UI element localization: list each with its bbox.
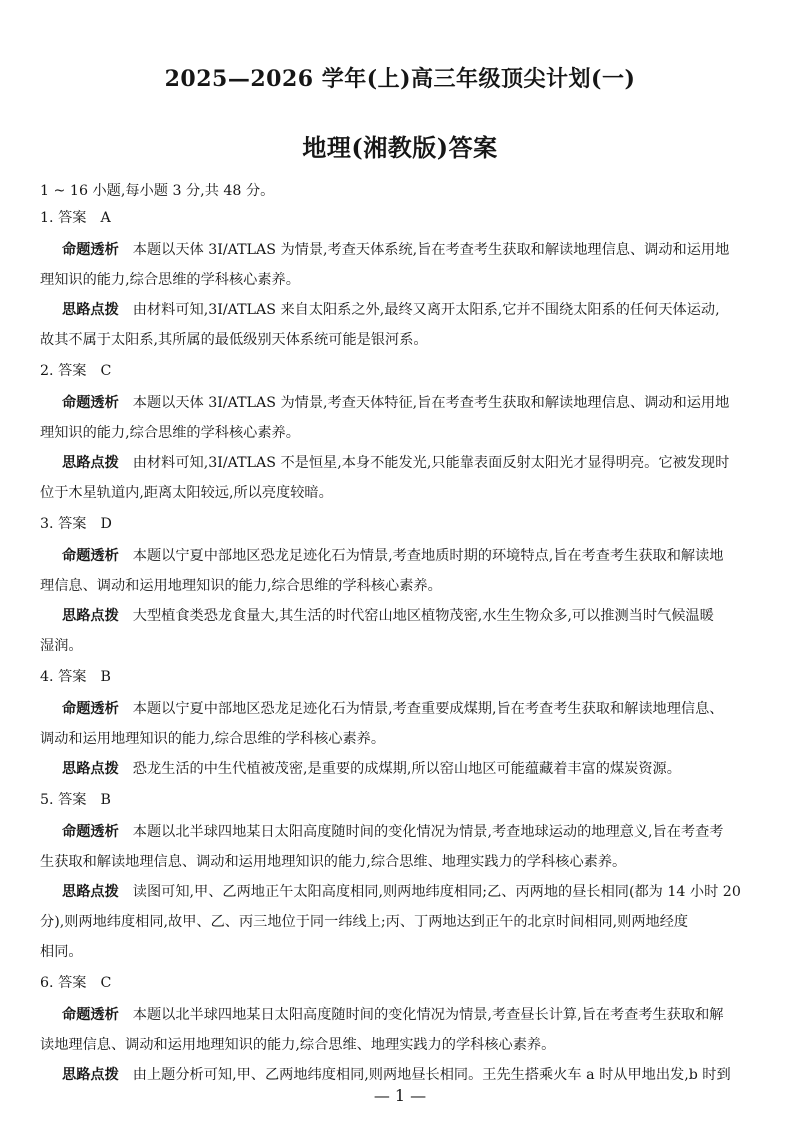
analysis-line: 调动和运用地理知识的能力,综合思维的学科核心素养。 bbox=[40, 731, 386, 747]
analysis-text: 本题以天体 3I/ATLAS 为情景,考查天体特征,旨在考查考生获取和解读地理信息、调动和运用地 bbox=[132, 395, 730, 411]
analysis-line bbox=[62, 699, 723, 719]
answer-value: B bbox=[100, 792, 111, 808]
analysis-line: 读地理信息、调动和运用地理知识的能力,综合思维、地理实践力的学科核心素养。 bbox=[40, 1037, 556, 1053]
page-number: — 1 — bbox=[373, 1086, 427, 1105]
guide-line: 故其不属于太阳系,其所属的最低级别天体系统可能是银河系。 bbox=[40, 332, 428, 348]
guide-line: 位于木星轨道内,距离太阳较远,所以亮度较暗。 bbox=[40, 485, 333, 501]
guide-line bbox=[62, 882, 741, 902]
analysis-label: 命题透析 bbox=[62, 548, 119, 564]
analysis-text: 本题以宁夏中部地区恐龙足迹化石为情景,考查地质时期的环境特点,旨在考查考生获取和解读地 bbox=[132, 548, 724, 564]
guide-text: 由材料可知,3I/ATLAS 不是恒星,本身不能发光,只能靠表面反射太阳光才显得明亮。它被发现时 bbox=[132, 455, 730, 471]
guide-text: 读图可知,甲、乙两地正午太阳高度相同,则两地纬度相同;乙、丙两地的昼长相同(都为 14 小时 20 bbox=[132, 884, 741, 900]
answer-label: 答案 bbox=[58, 363, 87, 379]
answer-value: C bbox=[100, 975, 112, 991]
analysis-text: 本题以宁夏中部地区恐龙足迹化石为情景,考查重要成煤期,旨在考查考生获取和解读地理信息、 bbox=[132, 701, 724, 717]
guide-line: 分),则两地纬度相同,故甲、乙、丙三地位于同一纬线上;丙、丁两地达到正午的北京时间相同,则两地经度 bbox=[40, 914, 689, 930]
guide-text: 大型植食类恐龙食量大,其生活的时代窑山地区植物茂密,水生生物众多,可以推测当时气候温暖 bbox=[132, 608, 714, 624]
question-header bbox=[40, 790, 111, 810]
answer-label: 答案 bbox=[58, 516, 87, 532]
analysis-text: 本题以北半球四地某日太阳高度随时间的变化情况为情景,考查昼长计算,旨在考查考生获取和解 bbox=[132, 1007, 724, 1023]
analysis-label: 命题透析 bbox=[62, 395, 119, 411]
page-title: 2025—2026 学年(上)高三年级顶尖计划(一) bbox=[164, 66, 636, 92]
guide-line bbox=[62, 300, 720, 320]
question-number: 6. bbox=[40, 975, 54, 991]
analysis-line bbox=[62, 822, 723, 842]
page-subtitle: 地理(湘教版)答案 bbox=[302, 133, 498, 162]
answer-label: 答案 bbox=[58, 669, 87, 685]
guide-line bbox=[62, 606, 714, 626]
question-header bbox=[40, 208, 111, 228]
answer-value: D bbox=[100, 516, 112, 532]
analysis-label: 命题透析 bbox=[62, 242, 119, 258]
guide-text: 由上题分析可知,甲、乙两地纬度相同,则两地昼长相同。王先生搭乘火车 a 时从甲地出发,b 时到 bbox=[132, 1067, 731, 1083]
analysis-text: 本题以天体 3I/ATLAS 为情景,考查天体系统,旨在考查考生获取和解读地理信息、调动和运用地 bbox=[132, 242, 730, 258]
guide-label: 思路点拨 bbox=[62, 1067, 119, 1083]
analysis-line bbox=[62, 393, 729, 413]
analysis-line bbox=[62, 546, 723, 566]
answer-label: 答案 bbox=[58, 792, 87, 808]
intro-text: 1 ~ 16 小题,每小题 3 分,共 48 分。 bbox=[40, 183, 275, 199]
guide-line bbox=[62, 453, 729, 473]
answer-label: 答案 bbox=[58, 975, 87, 991]
analysis-line bbox=[62, 240, 729, 260]
guide-line: 湿润。 bbox=[40, 638, 83, 654]
answer-label: 答案 bbox=[58, 210, 87, 226]
answer-value: B bbox=[100, 669, 111, 685]
guide-label: 思路点拨 bbox=[62, 884, 119, 900]
question-number: 5. bbox=[40, 792, 54, 808]
guide-label: 思路点拨 bbox=[62, 455, 119, 471]
guide-label: 思路点拨 bbox=[62, 608, 119, 624]
guide-line bbox=[62, 759, 681, 779]
question-header bbox=[40, 361, 111, 381]
analysis-line: 理知识的能力,综合思维的学科核心素养。 bbox=[40, 425, 300, 441]
analysis-line: 理信息、调动和运用地理知识的能力,综合思维的学科核心素养。 bbox=[40, 578, 442, 594]
guide-text: 由材料可知,3I/ATLAS 来自太阳系之外,最终又离开太阳系,它并不围绕太阳系的任何天体运动, bbox=[132, 302, 720, 318]
guide-label: 思路点拨 bbox=[62, 761, 119, 777]
guide-line bbox=[62, 1065, 731, 1085]
question-number: 4. bbox=[40, 669, 54, 685]
guide-text: 恐龙生活的中生代植被茂密,是重要的成煤期,所以窑山地区可能蕴藏着丰富的煤炭资源。 bbox=[132, 761, 681, 777]
analysis-text: 本题以北半球四地某日太阳高度随时间的变化情况为情景,考查地球运动的地理意义,旨在考查考 bbox=[132, 824, 724, 840]
analysis-line bbox=[62, 1005, 723, 1025]
guide-label: 思路点拨 bbox=[62, 302, 119, 318]
question-header bbox=[40, 667, 111, 687]
guide-line: 相同。 bbox=[40, 944, 83, 960]
analysis-line: 理知识的能力,综合思维的学科核心素养。 bbox=[40, 272, 300, 288]
question-number: 2. bbox=[40, 363, 54, 379]
question-number: 1. bbox=[40, 210, 54, 226]
question-header bbox=[40, 973, 111, 993]
question-number: 3. bbox=[40, 516, 54, 532]
answer-value: C bbox=[100, 363, 112, 379]
question-header bbox=[40, 514, 112, 534]
answer-value: A bbox=[100, 210, 111, 226]
analysis-label: 命题透析 bbox=[62, 1007, 119, 1023]
analysis-label: 命题透析 bbox=[62, 701, 119, 717]
analysis-label: 命题透析 bbox=[62, 824, 119, 840]
analysis-line: 生获取和解读地理信息、调动和运用地理知识的能力,综合思维、地理实践力的学科核心素养。 bbox=[40, 854, 627, 870]
